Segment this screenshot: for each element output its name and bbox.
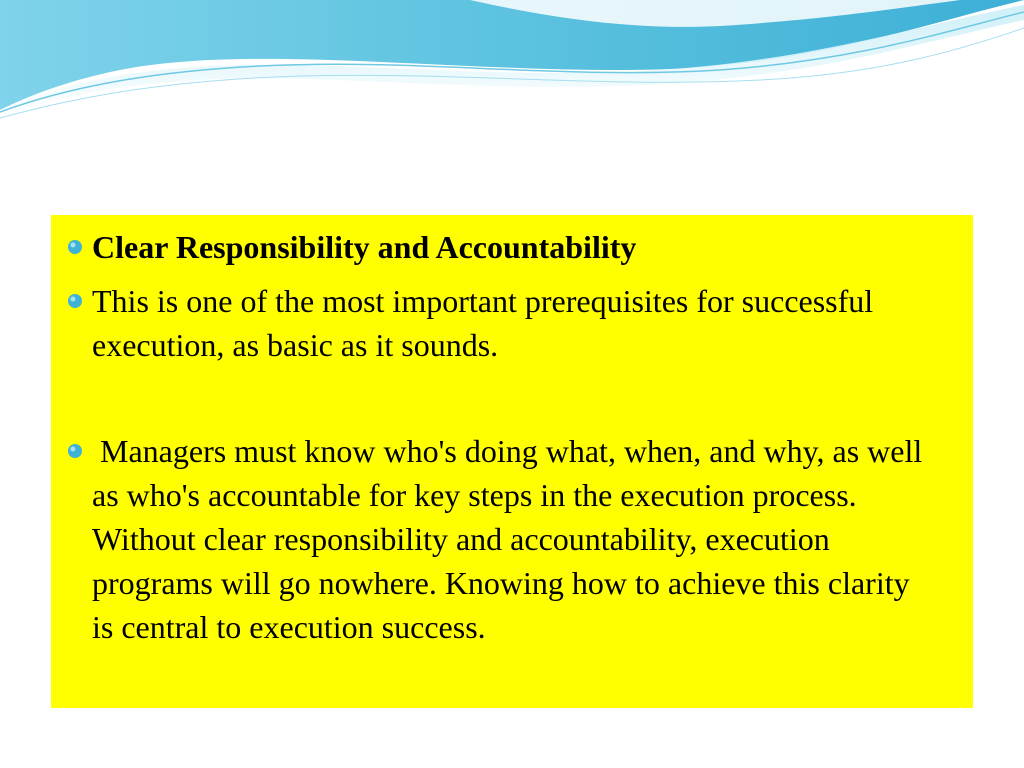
bullet-managers-text: Managers must know who's doing what, when, and why, as well as who's accountable for key steps in the execution process. Without clear responsibility and accountability, execution programs will go nowhere. Knowing how to achieve this clarity is central to execution success. — [92, 433, 931, 645]
bullet-prerequisite-text: This is one of the most important prerequisites for successful execution, as basic as it sounds. — [92, 283, 874, 363]
content-box — [51, 215, 973, 708]
bullet-icon — [65, 441, 85, 461]
bullet-icon — [65, 237, 85, 257]
bullet-heading-text: Clear Responsibility and Accountability — [92, 229, 637, 265]
bullet-item-managers — [92, 429, 933, 649]
bullet-list — [92, 225, 933, 649]
top-wave-decoration — [0, 0, 1024, 130]
bullet-item-heading — [92, 225, 933, 269]
bullet-icon — [65, 291, 85, 311]
bullet-item-prerequisite — [92, 279, 933, 367]
